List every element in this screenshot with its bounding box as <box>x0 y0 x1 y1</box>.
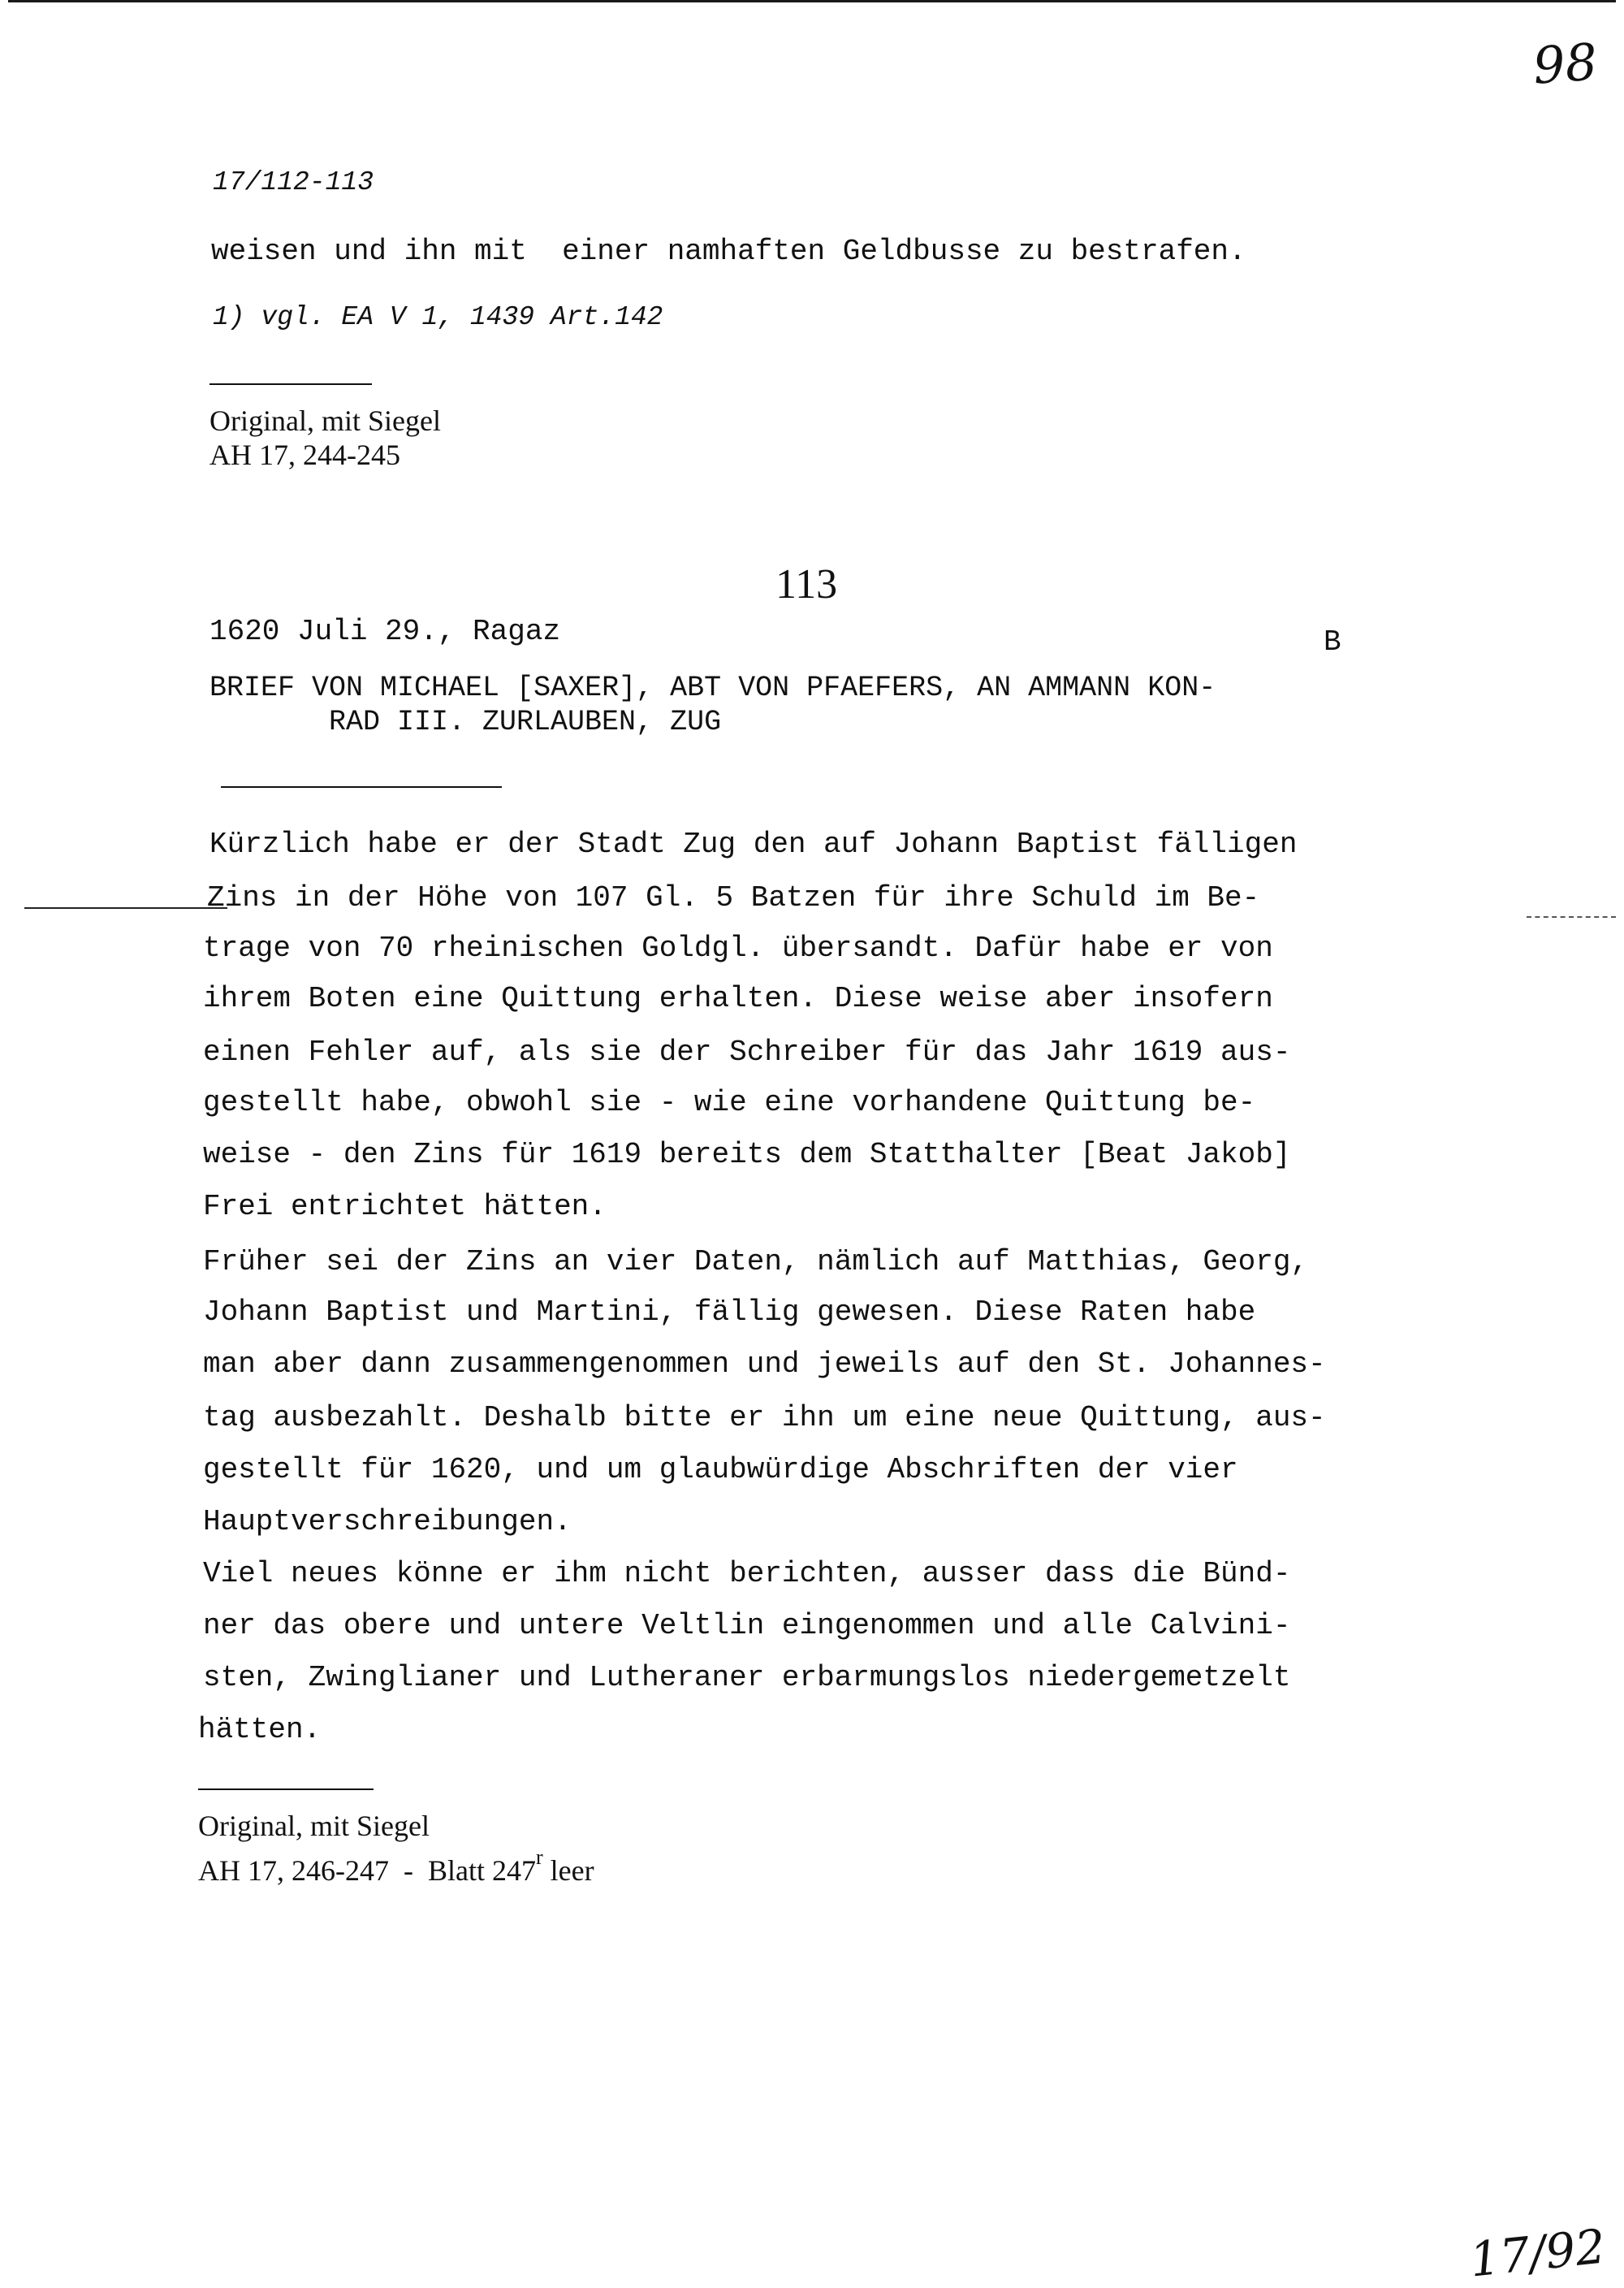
body-line: Zins in der Höhe von 107 Gl. 5 Batzen für ihre Schuld im Be- <box>207 881 1260 915</box>
body-line: Hauptverschreibungen. <box>203 1505 572 1538</box>
body-line: weise - den Zins für 1619 bereits dem Statthalter [Beat Jakob] <box>203 1138 1291 1171</box>
body-line: hätten. <box>198 1713 322 1746</box>
body-line: tag ausbezahlt. Deshalb bitte er ihn um eine neue Quittung, aus- <box>203 1401 1326 1434</box>
body-line: trage von 70 rheinischen Goldgl. übersandt. Dafür habe er von <box>203 932 1273 965</box>
body-line: Viel neues könne er ihm nicht berichten, ausser dass die Bünd- <box>203 1557 1291 1590</box>
body-line: Johann Baptist und Martini, fällig gewesen. Diese Raten habe <box>203 1295 1256 1329</box>
previous-source-line-2: AH 17, 244-245 <box>209 439 400 471</box>
previous-document-reference: 17/112-113 <box>213 167 374 197</box>
previous-source-line-1: Original, mit Siegel <box>209 404 441 437</box>
handwritten-page-number: 98 <box>1531 32 1600 96</box>
document-type-letter: B <box>1324 625 1341 659</box>
source-line-2-end: leer <box>542 1854 594 1887</box>
body-line: Frei entrichtet hätten. <box>203 1190 607 1223</box>
previous-document-footnote: 1) vgl. EA V 1, 1439 Art.142 <box>213 302 663 332</box>
source-line-2-text: AH 17, 246-247 - Blatt 247 <box>198 1854 536 1887</box>
margin-mark-right <box>1527 916 1616 918</box>
body-line: gestellt habe, obwohl sie - wie eine vorhandene Quittung be- <box>203 1086 1256 1119</box>
margin-mark-left <box>24 907 227 909</box>
footnote-divider <box>209 383 372 385</box>
title-divider <box>221 786 502 788</box>
source-line-2 <box>198 1847 594 1885</box>
body-line: sten, Zwinglianer und Lutheraner erbarmungslos niedergemetzelt <box>203 1661 1291 1694</box>
document-date-place: 1620 Juli 29., Ragaz <box>209 615 561 648</box>
document-title-line-2: RAD III. ZURLAUBEN, ZUG <box>329 706 722 738</box>
page-top-edge <box>8 0 1616 2</box>
document-title-line-1: BRIEF VON MICHAEL [SAXER], ABT VON PFAEFERS, AN AMMANN KON- <box>209 672 1216 704</box>
source-line-1: Original, mit Siegel <box>198 1810 430 1842</box>
document-number: 113 <box>775 561 838 608</box>
body-line: man aber dann zusammengenommen und jeweils auf den St. Johannes- <box>203 1347 1326 1381</box>
body-line: ihrem Boten eine Quittung erhalten. Diese weise aber insofern <box>203 982 1273 1015</box>
body-line: gestellt für 1620, und um glaubwürdige Abschriften der vier <box>203 1453 1238 1486</box>
previous-document-closing-line: weisen und ihn mit einer namhaften Geldbusse zu bestrafen. <box>211 235 1246 268</box>
body-line: Kürzlich habe er der Stadt Zug den auf Johann Baptist fälligen <box>209 828 1298 861</box>
body-line: einen Fehler auf, als sie der Schreiber für das Jahr 1619 aus- <box>203 1036 1291 1069</box>
handwritten-archive-reference: 17/92 <box>1466 2218 1609 2288</box>
source-divider <box>198 1788 374 1790</box>
body-line: ner das obere und untere Veltlin eingenommen und alle Calvini- <box>203 1609 1291 1642</box>
source-line-2-superscript: r <box>535 1845 543 1869</box>
body-line: Früher sei der Zins an vier Daten, nämlich auf Matthias, Georg, <box>203 1245 1309 1278</box>
